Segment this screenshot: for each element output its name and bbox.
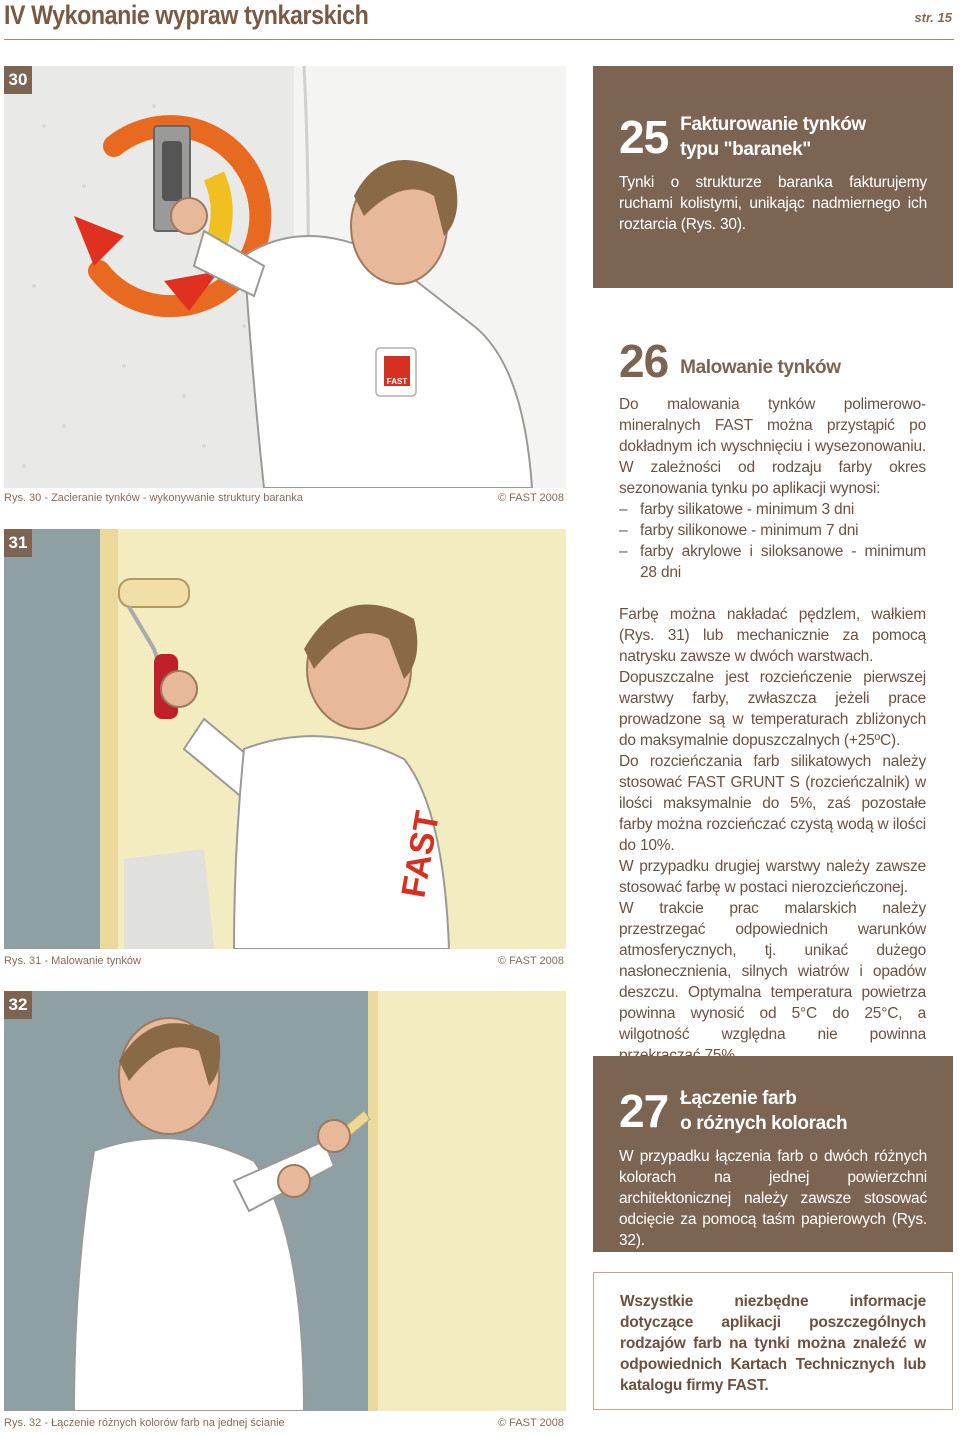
fast-shirt-text: FAST <box>394 808 447 901</box>
info-text: Wszystkie niezbędne informacje dotyczące aplikacji poszczególnych rodzajów farb na tynki można znaleźć w odpowiednich Kartach Technicznych lub katalogu firmy FAST. <box>620 1293 926 1394</box>
list-item: – farby silikatowe - minimum 3 dni <box>619 501 855 518</box>
section-25-box <box>593 66 953 288</box>
page-header-title: IV Wykonanie wypraw tynkarskich <box>4 0 369 30</box>
section-26-paragraph: W przypadku drugiej warstwy należy zawsze stosować farbę w postaci nierozcieńczonej. <box>619 858 926 896</box>
figure-31-badge: 31 <box>4 529 32 557</box>
section-26-paragraph: Dopuszczalne jest rozcieńczenie pierwszej warstwy farby, zwłaszcza jeżeli prace prowadzone są w temperaturach zbliżonych do maksymalnie dopuszczalnych (+25ºC). <box>619 669 926 749</box>
figure-32-caption: Rys. 32 - Łączenie różnych kolorów farb na jednej ścianie <box>4 1417 285 1429</box>
figure-32-badge: 32 <box>4 991 32 1019</box>
section-25-text: Tynki o strukturze baranka fakturujemy ruchami kolistymi, unikając nadmiernego ich roztarcia (Rys. 30). <box>619 174 927 233</box>
figure-30-caption: Rys. 30 - Zacieranie tynków - wykonywanie struktury baranka <box>4 492 303 504</box>
list-item: – farby silikonowe - minimum 7 dni <box>619 522 859 539</box>
info-box <box>593 1272 953 1410</box>
section-25-number: 25 <box>619 111 669 163</box>
section-26-paragraph: Do rozcieńczania farb silikatowych należy stosować FAST GRUNT S (rozcieńczalnik) w ilości maksymalnie do 5%, zaś pozostałe farby można rozcieńczać czystą wodą w ilości do 10%. <box>619 753 926 854</box>
section-26-paragraph: W trakcie prac malarskich należy przestrzegać odpowiednich warunków atmosferycznych, tj. unikać dużego nasłonecznienia, silnych wiatrów i opadów deszczu. Optymalna temperatura powietrza powinna wynosić od 5°C do 25°C, a wilgotność względna nie powinna <box>619 900 926 1043</box>
section-26-title: Malowanie tynków <box>680 356 841 378</box>
section-26-paragraph: Farbę można nakładać pędzlem, wałkiem (Rys. 31) lub mechanicznie za pomocą natrysku zawsze w dwóch warstwach. <box>619 606 926 665</box>
section-26 <box>619 335 926 1066</box>
section-26-intro: Do malowania tynków polimerowo-mineralnych FAST można przystąpić po dokładnym ich wyschnięciu i wysezonowaniu. W zależności od rodzaju farby okres sezonowania tynku po aplikacji wynosi: <box>619 396 926 497</box>
figure-30-illustration <box>4 66 566 488</box>
figure-30-badge: 30 <box>4 66 32 94</box>
figure-31-copyright: © FAST 2008 <box>498 955 564 967</box>
figure-30-copyright: © FAST 2008 <box>498 492 564 504</box>
section-27-title: Łączenie farb o różnych kolorach <box>680 1088 848 1134</box>
section-27-text: W przypadku łączenia farb o dwóch różnych kolorach na jednej powierzchni architektonicznej należy zawsze stosować odcięcie za pomocą taśm papierowych (Rys. 32). <box>619 1148 927 1249</box>
section-27-box <box>593 1056 953 1252</box>
section-26-number: 26 <box>619 335 669 387</box>
section-25-title: Fakturowanie tynków typu "baranek" <box>680 114 866 160</box>
figure-31-caption: Rys. 31 - Malowanie tynków <box>4 955 141 967</box>
page-number: str. 15 <box>914 10 952 25</box>
section-27-number: 27 <box>619 1085 669 1137</box>
figure-31-illustration <box>4 529 566 949</box>
figure-32-copyright: © FAST 2008 <box>498 1417 564 1429</box>
list-item: – farby akrylowe i siloksanowe - minimum 28 dni <box>619 543 926 581</box>
fast-logo: FAST <box>386 377 408 386</box>
header-divider <box>4 39 954 40</box>
figure-32-illustration <box>4 991 566 1411</box>
